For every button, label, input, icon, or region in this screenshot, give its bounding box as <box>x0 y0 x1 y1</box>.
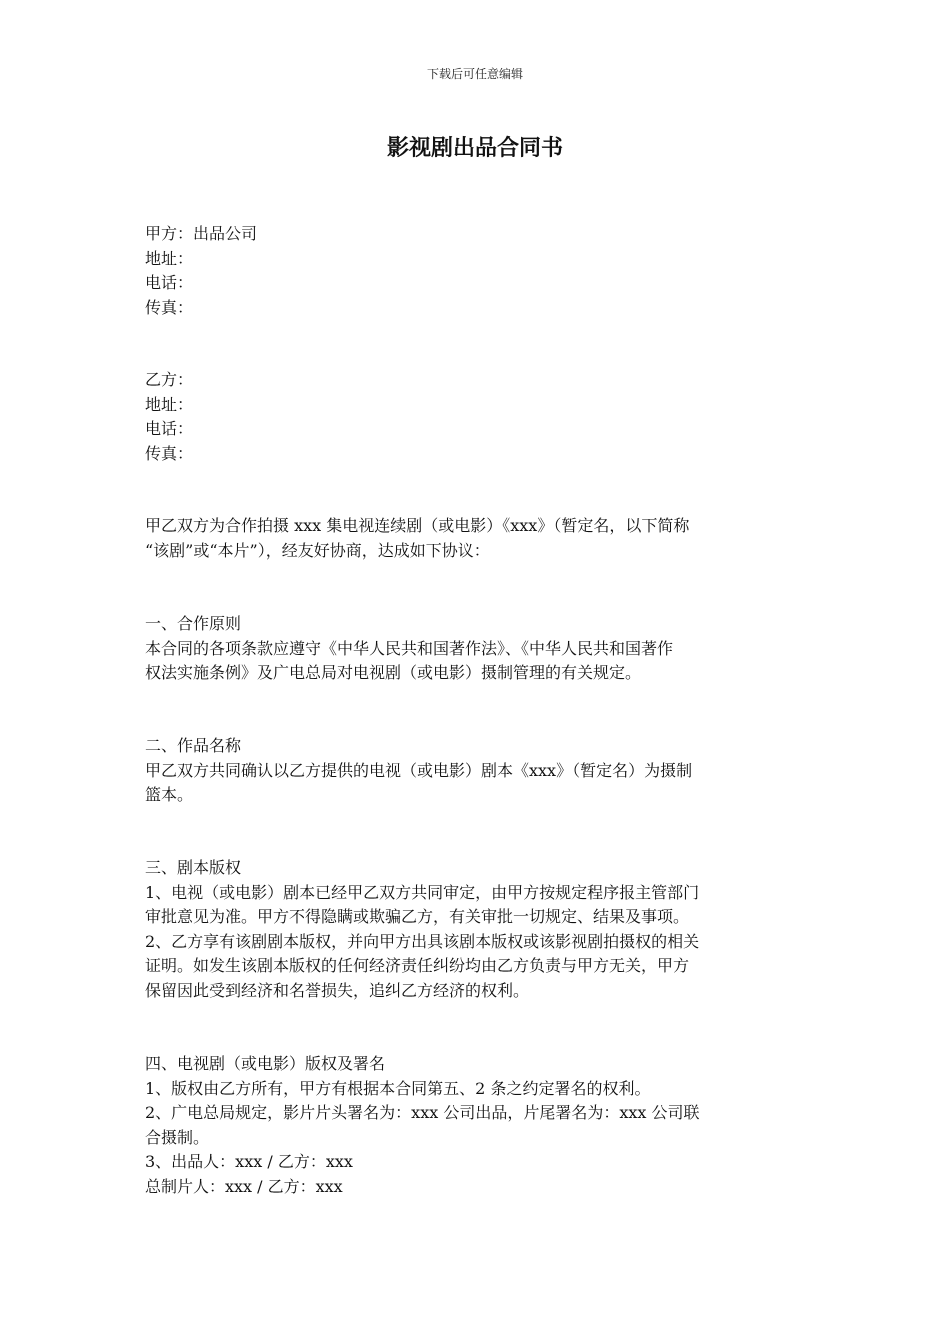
section-heading: 四、电视剧（或电影）版权及署名 <box>145 1054 386 1073</box>
section-line: 总制片人：xxx / 乙方：xxx <box>145 1176 343 1196</box>
section-heading: 二、作品名称 <box>145 736 242 755</box>
section-line: 审批意见为准。甲方不得隐瞒或欺骗乙方，有关审批一切规定、结果及事项。 <box>145 907 690 926</box>
party-b-name: 乙方： <box>145 370 194 389</box>
section-line: 权法实施条例》及广电总局对电视剧（或电影）摄制管理的有关规定。 <box>145 663 642 682</box>
section-line: 篮本。 <box>145 785 194 804</box>
section-line: 甲乙双方共同确认以乙方提供的电视（或电影）剧本《xxx》（暂定名）为摄制 <box>145 760 693 780</box>
party-a-address: 地址： <box>145 248 194 268</box>
party-a-fax: 传真： <box>145 297 194 317</box>
party-a-name: 甲方：出品公司 <box>145 224 258 243</box>
party-b-info <box>145 368 810 466</box>
intro-line: 甲乙双方为合作拍摄 xxx 集电视连续剧（或电影）《xxx》（暂定名，以下简称 <box>145 516 690 535</box>
section-line: 保留因此受到经济和名誉损失，追纠乙方经济的权利。 <box>145 980 530 1000</box>
document-title: 影视剧出品合同书 <box>386 136 563 161</box>
section-cooperation-principle <box>145 612 810 686</box>
party-a-info <box>145 222 810 320</box>
intro-paragraph <box>145 514 810 563</box>
section-line: 1、版权由乙方所有，甲方有根据本合同第五、2 条之约定署名的权利。 <box>145 1078 651 1098</box>
section-heading: 三、剧本版权 <box>145 858 242 877</box>
section-work-title <box>145 734 810 808</box>
section-line: 证明。如发生该剧本版权的任何经济责任纠纷均由乙方负责与甲方无关，甲方 <box>145 956 690 975</box>
section-copyright-credits <box>145 1052 810 1199</box>
section-line: 2、乙方享有该剧剧本版权，并向甲方出具该剧本版权或该影视剧拍摄权的相关 <box>145 931 700 951</box>
section-line: 1、电视（或电影）剧本已经甲乙双方共同审定，由甲方按规定程序报主管部门 <box>145 882 700 902</box>
party-a-phone: 电话： <box>145 273 194 292</box>
section-line: 2、广电总局规定，影片片头署名为：xxx 公司出品，片尾署名为：xxx 公司联 <box>145 1103 700 1122</box>
section-line: 合摄制。 <box>145 1127 210 1147</box>
section-heading: 一、合作原则 <box>145 614 242 633</box>
party-b-phone: 电话： <box>145 419 194 438</box>
section-line: 本合同的各项条款应遵守《中华人民共和国著作法》、《中华人民共和国著作 <box>145 638 674 658</box>
section-line: 3、出品人：xxx / 乙方：xxx <box>145 1152 353 1171</box>
party-b-fax: 传真： <box>145 443 194 463</box>
party-b-address: 地址： <box>145 394 194 414</box>
intro-line: “该剧”或“本片”），经友好协商，达成如下协议： <box>145 540 490 560</box>
section-script-copyright <box>145 856 810 1003</box>
header-note: 下载后可任意编辑 <box>426 67 523 81</box>
